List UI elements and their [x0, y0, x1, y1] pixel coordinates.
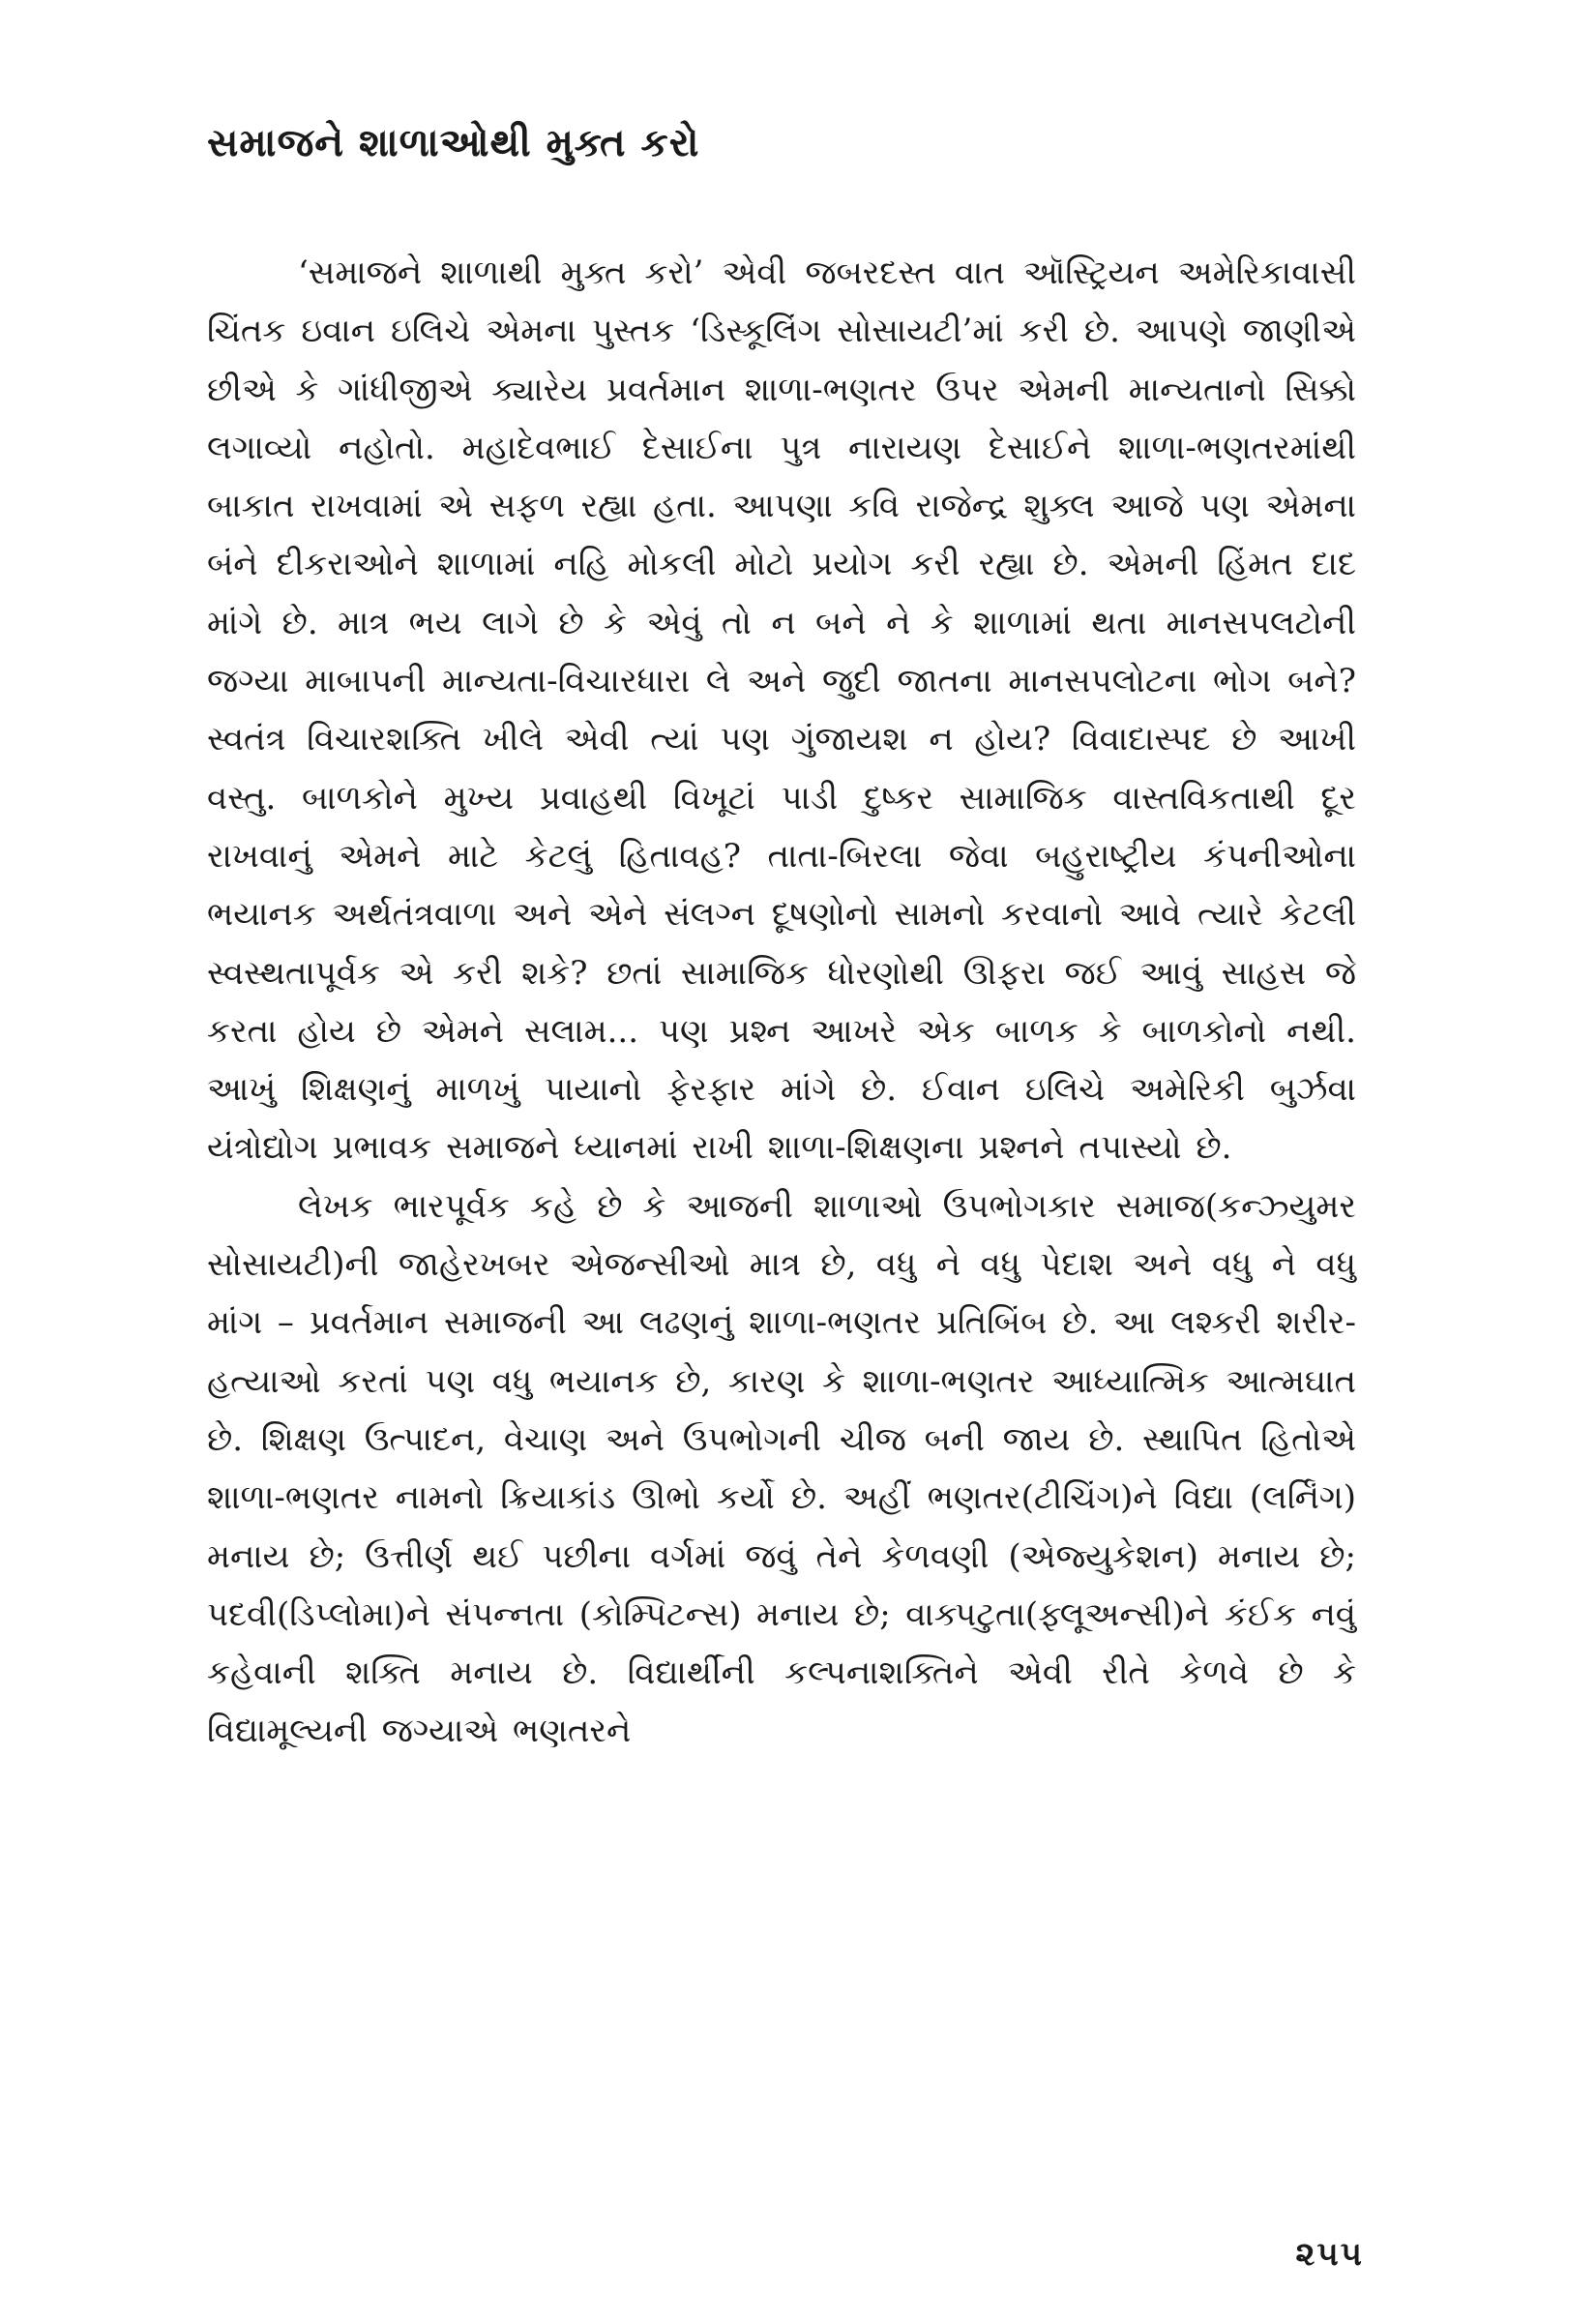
chapter-heading: સમાજને શાળાઓથી મુક્ત કરો	[207, 120, 700, 165]
paragraph-2: લેખક ભારપૂર્વક કહે છે કે આજની શાળાઓ ઉપભોગકાર સમાજ(કન્ઝ્યુમર સોસાયટી)ની જાહેરખબર એજન્સીઓ માત્ર છે, વધુ ને વધુ પેદાશ અને વધુ ને વધુ માંગ – પ્રવર્તમાન સમાજની આ લઢણનું શાળા-ભણતર પ્રતિબિંબ છે. આ લશ્કરી શરીર-હત્યાઓ કરતાં પણ વધુ ભયાનક છે, કારણ કે શાળા-ભણતર આધ્યાત્મિક આત્મઘાત છે. શિક્ષણ ઉત્પાદન, વેચાણ અને ઉપભોગની ચીજ બની જાય છે. સ્થાપિત હિતોએ શાળા-ભણતર નામનો ક્રિયાકાંડ ઊભો કર્યો છે. અહીં ભણતર(ટીચિંગ)ને વિદ્યા (લર્નિંગ) મનાય છે; ઉત્તીર્ણ થઈ પછીના વર્ગમાં જવું તેને કેળવણી (એજ્યુકેશન) મનાય છે; પદવી(ડિપ્લોમા)ને સંપન્નતા (કોમ્પિટન્સ) મનાય છે; વાક્પટુતા(ફ્લૂઅન્સી)ને કંઈક નવું કહેવાની શક્તિ મનાય છે. વિદ્યાર્થીની કલ્પનાશક્તિને એવી રીતે કેળવે છે કે વિદ્યામૂલ્યની જગ્યાએ ભણતરને	[207, 1186, 1356, 1751]
body-text	[207, 244, 1356, 1761]
paragraph-1: ‘સમાજને શાળાથી મુક્ત કરો’ એવી જબરદસ્ત વાત ઑસ્ટ્રિયન અમેરિકાવાસી ચિંતક ઇવાન ઇલિચે એમના પુસ્તક ‘ડિસ્કૂલિંગ સોસાયટી’માં કરી છે. આપણે જાણીએ છીએ કે ગાંધીજીએ ક્યારેય પ્રવર્તમાન શાળા-ભણતર ઉપર એમની માન્યતાનો સિક્કો લગાવ્યો નહોતો. મહાદેવભાઈ દેસાઈના પુત્ર નારાયણ દેસાઈને શાળા-ભણતરમાંથી બાકાત રાખવામાં એ સફળ રહ્યા હતા. આપણા કવિ રાજેન્દ્ર શુક્લ આજે પણ એમના બંને દીકરાઓને શાળામાં નહિ મોકલી મોટો પ્રયોગ કરી રહ્યા છે. એમની હિંમત દાદ માંગે છે. માત્ર ભય લાગે છે કે એવું તો ન બને ને કે શાળામાં થતા માનસપલટોની જગ્યા માબાપની માન્યતા-વિચારધારા લે અને જુદી જાતના માનસપલોટના ભોગ બને? સ્વતંત્ર વિચારશક્તિ ખીલે એવી ત્યાં પણ ગુંજાયશ ન હોય? વિવાદાસ્પદ છે આખી વસ્તુ. બાળકોને મુખ્ય પ્રવાહથી વિખૂટાં પાડી દુષ્કર સામાજિક વાસ્તવિકતાથી દૂર રાખવાનું એમને માટે કેટલું હિતાવહ? તાતા-બિરલા જેવા બહુરાષ્ટ્રીય કંપનીઓના ભયાનક અર્થતંત્રવાળા અને એને સંલગ્ન દૂષણોનો સામનો કરવાનો આવે ત્યારે કેટલી સ્વસ્થતાપૂર્વક એ કરી શકે? છતાં સામાજિક ધોરણોથી ઊફરા જઈ આવું સાહસ જે કરતા હોય છે એમને સલામ... પણ પ્રશ્ન આખરે એક બાળક કે બાળકોનો નથી. આખું શિક્ષણનું માળખું પાયાનો ફેરફાર માંગે છે. ઈવાન ઇલિચે અમેરિકી બુર્ઝવા યંત્રોદ્યોગ પ્રભાવક સમાજને ધ્યાનમાં રાખી શાળા-શિક્ષણના પ્રશ્નને તપાસ્યો છે.	[207, 253, 1356, 1168]
page-number: ૨૫૫	[1295, 2235, 1364, 2274]
